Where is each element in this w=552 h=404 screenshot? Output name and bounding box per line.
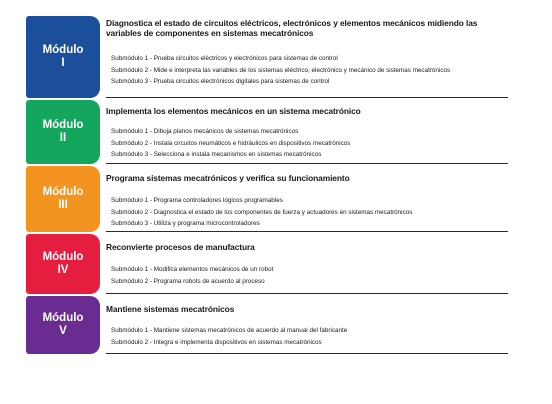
module-4 <box>26 234 508 294</box>
submodule-item: Submódulo 3 - Utiliza y programa microcontroladores <box>111 220 260 227</box>
module-title: Mantiene sistemas mecatrónicos <box>106 304 235 314</box>
module-label: Módulo <box>42 312 84 324</box>
module-title: Reconvierte procesos de manufactura <box>106 242 255 252</box>
module-label: Módulo <box>42 119 84 131</box>
module-content <box>106 16 508 98</box>
submodule-item: Submódulo 2 - Mide e interpreta las variables de los sistemas eléctrico, electrónico y mecánico de sistemas mecatrónicos <box>111 66 451 74</box>
submodule-list <box>111 53 508 88</box>
module-title: Programa sistemas mecatrónicos y verifica su funcionamiento <box>106 173 350 183</box>
module-content <box>106 166 508 232</box>
submodule-list <box>111 264 508 287</box>
submodule-item: Submódulo 3 - Selecciona e instala mecanismos en sistemas mecatrónicos <box>111 151 322 158</box>
module-3 <box>26 166 508 232</box>
module-badge <box>26 16 100 98</box>
module-numeral: II <box>59 132 67 144</box>
module-badge <box>26 234 100 294</box>
submodule-item: Submódulo 3 - Prueba circuitos electrónicos digitales para sistemas de control <box>111 78 330 85</box>
submodule-item: Submódulo 2 - Programa robots de acuerdo al proceso <box>111 277 265 285</box>
module-content <box>106 296 508 354</box>
module-badge <box>26 296 100 354</box>
submodule-item: Submódulo 1 - Dibuja planos mecánicos de sistemas mecatrónicos <box>111 128 299 135</box>
module-numeral: III <box>58 199 68 211</box>
submodule-item: Submódulo 1 - Modifica elementos mecánicos de un robot <box>111 266 274 273</box>
submodule-item: Submódulo 2 - Integra e implementa dispositivos en sistemas mecatrónicos <box>111 338 322 346</box>
submodule-item: Submódulo 1 - Programa controladores lógicos programables <box>111 197 283 204</box>
module-numeral: I <box>61 57 65 69</box>
submodule-item: Submódulo 2 - Diagnostica el estado de los componentes de fuerza y actuadores en sistemas mecatrónicos <box>111 208 413 216</box>
module-badge <box>26 166 100 232</box>
module-content <box>106 100 508 164</box>
module-label: Módulo <box>42 186 84 198</box>
module-badge <box>26 100 100 164</box>
module-1 <box>26 16 508 98</box>
submodule-item: Submódulo 1 - Prueba circuitos eléctricos y electrónicos para sistemas de control <box>111 55 338 62</box>
submodule-list <box>111 126 508 161</box>
module-title: Implementa los elementos mecánicos en un sistema mecatrónico <box>106 106 361 116</box>
submodule-item: Submódulo 1 - Mantiene sistemas mecatrónicos de acuerdo al manual del fabricante <box>111 327 348 334</box>
module-numeral: IV <box>57 264 69 276</box>
module-5 <box>26 296 508 354</box>
module-numeral: V <box>59 325 67 337</box>
module-content <box>106 234 508 294</box>
submodule-item: Submódulo 2 - Instala circuitos neumáticos e hidráulicos en dispositivos mecatrónicos <box>111 139 351 147</box>
module-label: Módulo <box>42 251 84 263</box>
module-label: Módulo <box>42 44 84 56</box>
module-2 <box>26 100 508 164</box>
module-title: Diagnostica el estado de circuitos eléctricos, electrónicos y elementos mecánicos midiendo las variables de componentes en sistemas mecatrónicos <box>106 18 478 38</box>
submodule-list <box>111 195 508 230</box>
submodule-list <box>111 325 508 348</box>
